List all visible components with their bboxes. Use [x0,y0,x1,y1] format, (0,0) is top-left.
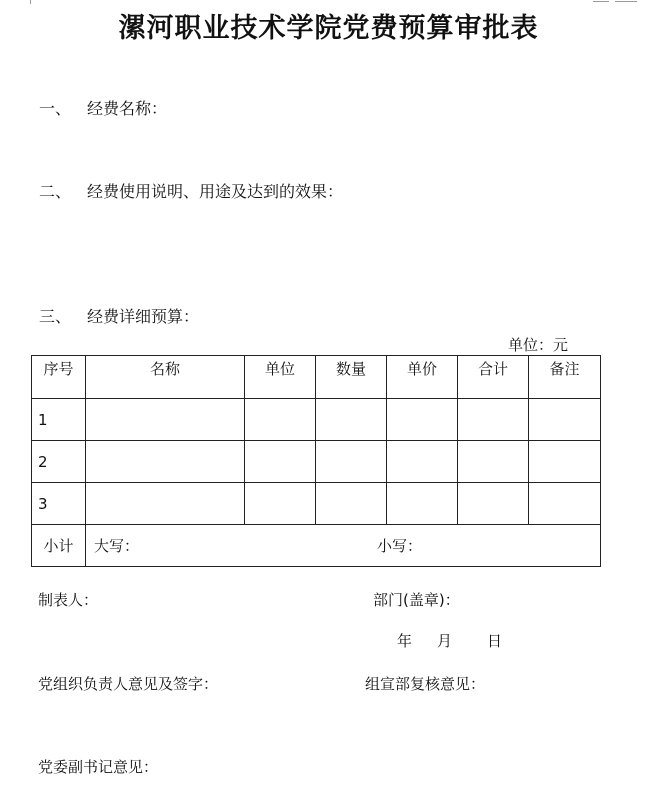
budget-table [31,355,601,567]
header-remarks: 备注 [529,356,601,399]
page-title: 漯河职业技术学院党费预算审批表 [118,13,539,44]
date-year-label: 年 [397,632,413,650]
preparer-label: 制表人： [38,591,99,609]
table-row [32,483,601,525]
subtotal-lowercase-label: 小写： [377,537,423,555]
crop-mark-left [30,0,31,4]
cell-index: 3 [32,483,86,525]
subtotal-label: 小计 [32,525,86,567]
unit-label: 单位：元 [508,336,569,354]
section-1-number: 一、 [39,99,72,118]
header-index: 序号 [32,356,86,399]
cell-remarks[interactable] [529,441,601,483]
cell-unit[interactable] [245,441,316,483]
header-quantity: 数量 [316,356,387,399]
cell-quantity[interactable] [316,441,387,483]
section-3-label: 经费详细预算： [87,307,200,326]
section-3 [39,304,199,327]
date-month-label: 月 [437,632,453,650]
subtotal-amount-cell[interactable] [86,525,601,567]
section-1 [39,96,167,119]
cell-remarks[interactable] [529,483,601,525]
date-day-label: 日 [487,632,503,650]
cell-unit[interactable] [245,483,316,525]
header-name: 名称 [86,356,245,399]
cell-name[interactable] [86,399,245,441]
cell-name[interactable] [86,483,245,525]
cell-unit-price[interactable] [387,399,458,441]
cell-index: 1 [32,399,86,441]
table-row [32,441,601,483]
cell-quantity[interactable] [316,483,387,525]
cell-unit-price[interactable] [387,441,458,483]
table-header-row [32,356,601,399]
cell-total[interactable] [458,483,529,525]
deputy-secretary-opinion-label: 党委副书记意见： [38,758,159,776]
header-unit-price: 单价 [387,356,458,399]
subtotal-uppercase-label: 大写： [94,537,140,555]
department-seal-label: 部门(盖章)： [373,591,460,609]
section-2 [39,179,343,202]
cell-unit[interactable] [245,399,316,441]
cell-total[interactable] [458,399,529,441]
section-3-number: 三、 [39,307,72,326]
cell-quantity[interactable] [316,399,387,441]
header-total: 合计 [458,356,529,399]
header-unit: 单位 [245,356,316,399]
cell-index: 2 [32,441,86,483]
table-row [32,399,601,441]
cell-remarks[interactable] [529,399,601,441]
cell-total[interactable] [458,441,529,483]
party-leader-opinion-label: 党组织负责人意见及签字： [38,675,219,693]
subtotal-row [32,525,601,567]
cell-name[interactable] [86,441,245,483]
section-2-label: 经费使用说明、用途及达到的效果： [87,182,344,201]
section-2-number: 二、 [39,182,72,201]
section-1-label: 经费名称： [87,99,168,118]
cell-unit-price[interactable] [387,483,458,525]
organization-dept-review-label: 组宣部复核意见： [365,675,486,693]
